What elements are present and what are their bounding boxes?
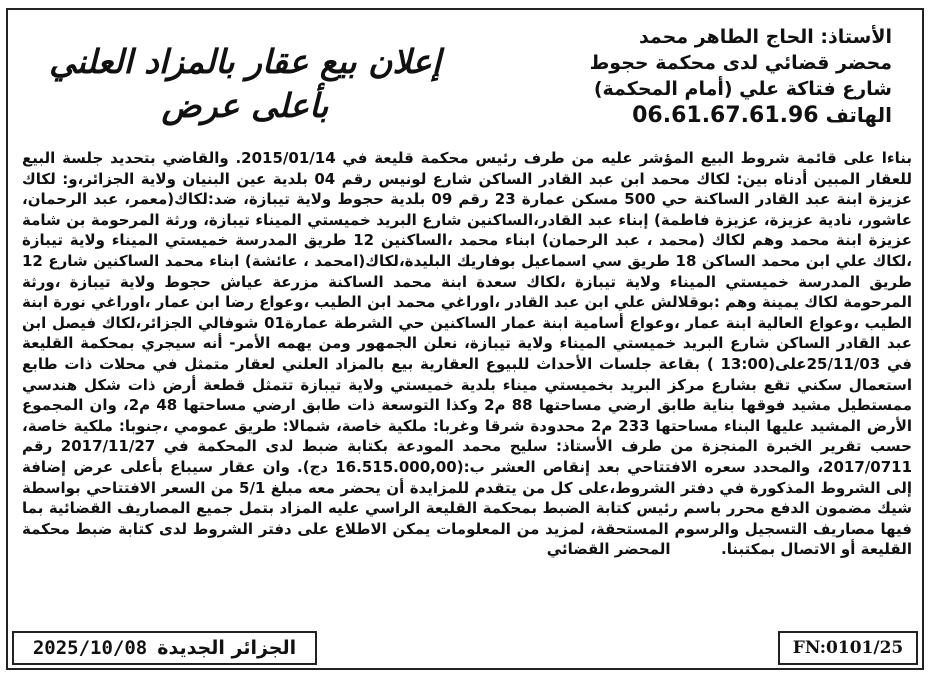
body-paragraph: بناءا على قائمة شروط البيع المؤشر عليه من طرف رئيس محكمة قليعة في 2015/01/14. والقاضي بتحديد جلسة البيع للعقار المبين أدناه بين: لكاك محمد ابن عبد القادر الساكن شارع لونيس رقم 04 بلدية عين البنيان ولاية الجزائر،و: لكاك عزيزة ابنة عبد القادر الساكنة حي 500 مسكن عمارة 23 رقم 09 بلدية حجوط ولاية تيبازة، ضد:لكاك(معمر، عبد الرحمان، عاشور، نادية عزيزة، عزيزة فاطمة) إبناء عبد القادر،الساكنين شارع البريد خميستي الميناء تيبازة، ورثة المرحومة بن شامة عزيزة ابنة محمد وهم لكاك (محمد ، عبد الرحمان) ابناء محمد ،الساكنين 12 طريق المدرسة خميستي الميناء ولاية تيبازة ،لكاك علي ابن محمد الساكن 18 طريق سي اسماعيل بوفاريك البليدة،لكاك(امحمد ، عائشة) ابناء محمد الساكنين شارع 12 طريق المدرسة خميستي الميناء ولاية تيبازة ،لكاك سعدة ابنة محمد الساكنة مزرعة عياش حجوط ولاية تيبازة ،ورثة المرحومة لكاك يمينة وهم :بوقلالش علي ابن عبد القادر ،اوراغي محمد ابن الطيب ،وعواع رضا ابن عمار ،اوراغي نورة ابنة الطيب ،وعواع العالية ابنة عمار ،وعواع أسامية ابنة عمار الساكنين حي الشرطة عمارة01 شوفالي الجزائر،لكاك فيصل ابن عبد القادر الساكن شارع البريد خميستي الميناء ولاية تيبازة، نعلن الجمهور ومن يهمه الأمر- أنه سيجري بمحكمة القليعة في 25/11/03على(13:00 ) بقاعة جلسات الأحداث للبيوع العقارية بيع بالمزاد العلني لعقار متمثل في محلات ذات طابع استعمال سكني تقع بشارع مركز البريد بخميستي ميناء بلدية خميستي ولاية تيبازة تتمثل قطعة أرض ذات شكل هندسي ممستطيل مشيد فوقها بناية طابق ارضي مساحتها 88 م2 وكذا التوسعة ذات طابق ارضي مساحتها 48 م2، وان المجموع الأرض المشيد عليها البناء مساحتها 233 م2 محدودة شرقا وغربا: ملكية خاصة، شمالا: طريق عمومي ،جنوبا: ملكية خاصة، حسب تقرير الخبرة المنجزة من طرف الأستاذ: سليح محمد المودعة بكتابة ضبط لدى المحكمة في 2017/11/27 رقم 2017/0711، والمحدد سعره الافتتاحي بعد إنقاص العشر ب:(16.515.000,00 دج). وان عقار سيباع بأعلى عرض إضافة إلى الشروط المذكورة في دفتر الشروط،على كل من يتقدم للمزايدة أن يحضر معه مبلغ 5/1 من السعر الافتتاحي بواسطة شيك مضمون الدفع محرر باسم رئيس كتابة الضبط بمحكمة القليعة الراسي عليه المزاد بتمل جميع المصاريف القضائية بما فيها مصاريف التسجيل والرسوم المستحقة، لمزيد من المعلومات يمكن الاطلاع على دفتر الشروط لدى كتابة ضبط محكمة القليعة أو الاتصال بمكتبنا. [22,149,913,559]
bailiff-address: شارع فتاكة علي (أمام المحكمة) [593,78,892,100]
newspaper-name: الجزائر الجديدة [157,637,297,659]
file-number: FN:0101/25 [792,638,904,658]
publication-date: 2025/10/08 [32,637,148,659]
title-line-2: بأعلى عرض [161,86,329,125]
newspaper-box [12,631,317,665]
bailiff-phone [512,102,892,129]
phone-label: الهاتف [825,103,892,127]
signature: المحضر القضائي [546,540,671,559]
announcement-body [22,148,912,560]
bailiff-header [512,24,892,129]
announcement-title [40,40,450,128]
title-line-1: إعلان بيع عقار بالمزاد العلني [49,42,441,81]
bailiff-title: محضر قضائي لدى محكمة حجوط [589,52,892,74]
bailiff-name: الأستاذ: الحاج الطاهر محمد [638,26,892,48]
phone-number: 06.61.67.61.96 [632,103,819,128]
file-number-box [778,631,918,665]
